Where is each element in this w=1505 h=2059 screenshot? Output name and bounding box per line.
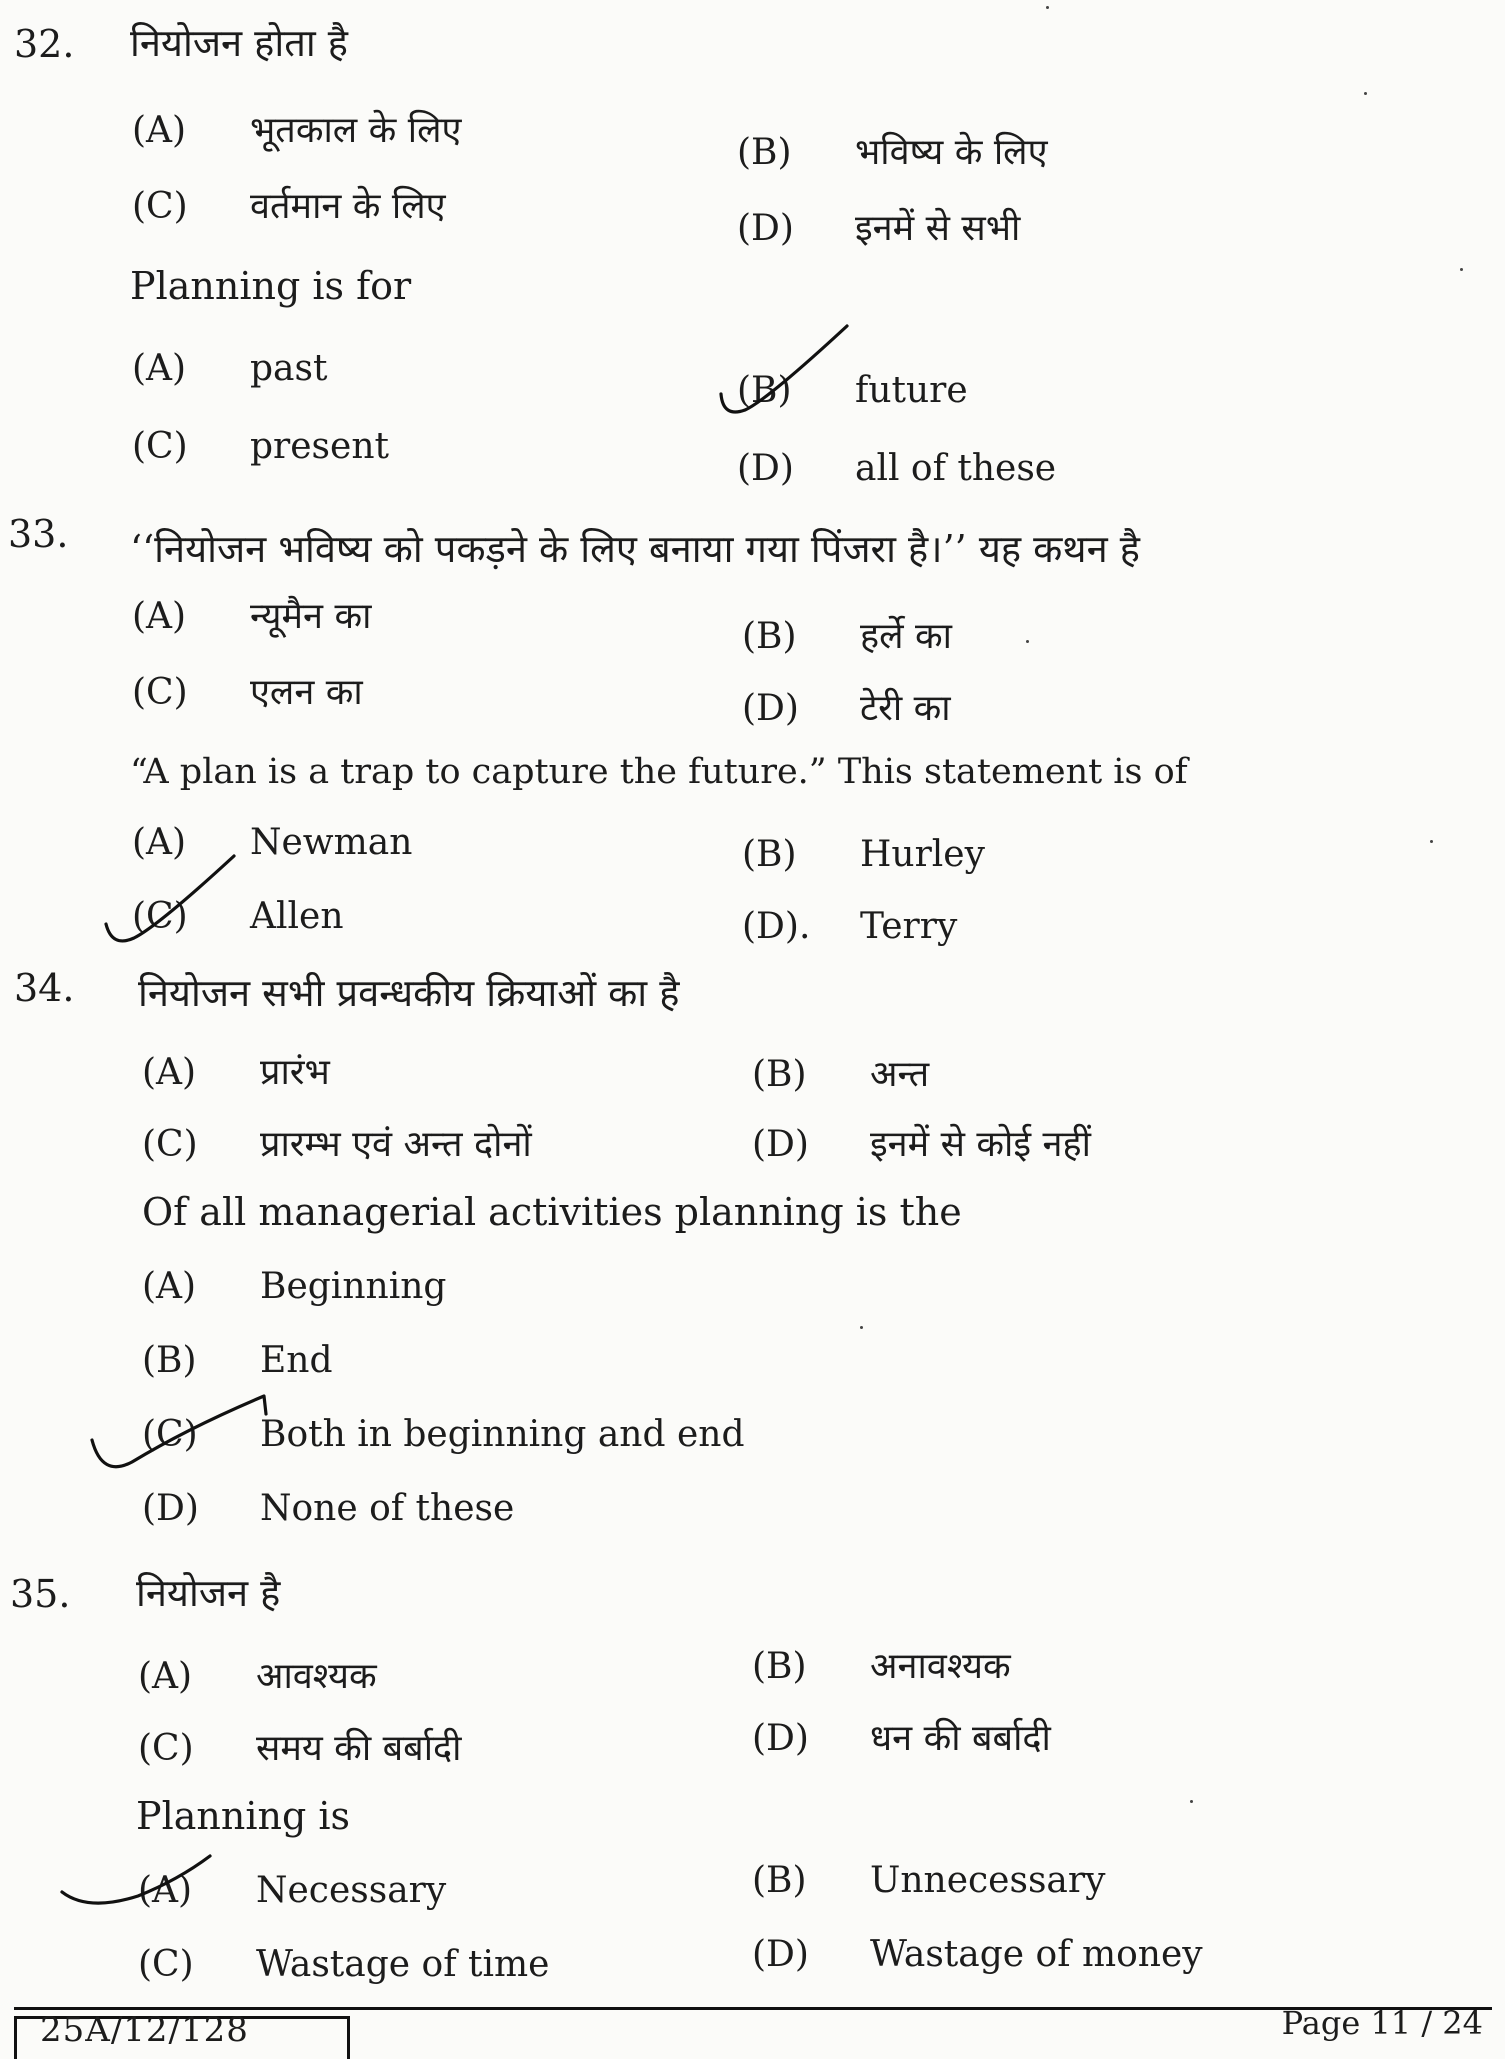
option-hindi-c: (C) प्रारम्भ एवं अन्त दोनों — [142, 1124, 532, 1165]
option-english-c: (C) present — [132, 426, 389, 467]
question-number: 32. — [14, 22, 75, 66]
question-english-stem: Planning is for — [130, 264, 412, 308]
question-number: 33. — [8, 512, 69, 556]
option-hindi-d: (D) धन की बर्बादी — [752, 1718, 1051, 1759]
option-english-d: (D). Terry — [742, 906, 958, 947]
option-english-a: (A) Beginning — [142, 1266, 447, 1307]
option-english-d: (D) all of these — [737, 448, 1057, 489]
option-english-b: (B) End — [142, 1340, 333, 1381]
option-hindi-a: (A) भूतकाल के लिए — [132, 110, 462, 151]
page-number: Page 11 / 24 — [1281, 2004, 1483, 2042]
answer-tick-mark — [100, 852, 240, 952]
option-english-b: (B) Hurley — [742, 834, 985, 875]
option-english-b: (B) Unnecessary — [752, 1860, 1106, 1901]
option-hindi-b: (B) भविष्य के लिए — [737, 132, 1048, 173]
option-hindi-d: (D) इनमें से कोई नहीं — [752, 1124, 1091, 1165]
question-hindi-stem: नियोजन होता है — [130, 21, 348, 65]
option-english-a: (A) Newman — [132, 822, 413, 863]
question-hindi-stem: नियोजन है — [136, 1571, 281, 1615]
option-hindi-b: (B) अनावश्यक — [752, 1646, 1011, 1687]
option-english-d: (D) Wastage of money — [752, 1934, 1203, 1975]
scan-speck — [1046, 6, 1049, 9]
question-hindi-stem: नियोजन सभी प्रवन्धकीय क्रियाओं का है — [138, 971, 680, 1015]
option-hindi-b: (B) हर्ले का — [742, 616, 952, 657]
option-english-b: (B) future — [737, 370, 968, 411]
option-hindi-c: (C) वर्तमान के लिए — [132, 186, 446, 227]
scan-speck — [1430, 840, 1433, 843]
option-hindi-c: (C) समय की बर्बादी — [138, 1728, 462, 1769]
scan-speck — [1190, 1800, 1193, 1803]
scan-speck — [860, 1326, 863, 1329]
option-hindi-a: (A) न्यूमैन का — [132, 596, 372, 637]
option-english-a: (A) Necessary — [138, 1870, 447, 1911]
answer-tick-mark — [715, 322, 855, 422]
option-hindi-d: (D) इनमें से सभी — [737, 208, 1021, 249]
option-hindi-c: (C) एलन का — [132, 672, 363, 713]
option-hindi-a: (A) आवश्यक — [138, 1656, 377, 1697]
option-english-d: (D) None of these — [142, 1488, 515, 1529]
question-number: 34. — [14, 966, 75, 1010]
question-english-stem: Planning is — [136, 1794, 351, 1838]
scan-speck — [1026, 640, 1029, 643]
option-english-c: (C) Allen — [132, 896, 344, 937]
option-english-a: (A) past — [132, 348, 328, 389]
option-english-c: (C) Both in beginning and end — [142, 1414, 745, 1455]
scan-speck — [1364, 92, 1367, 95]
question-english-stem: Of all managerial activities planning is the — [142, 1190, 962, 1234]
question-hindi-stem: ‘‘नियोजन भविष्य को पकड़ने के लिए बनाया गया पिंजरा है।’’ यह कथन है — [130, 527, 1140, 571]
paper-code: 25A/12/128 — [40, 2010, 249, 2050]
option-english-c: (C) Wastage of time — [138, 1944, 550, 1985]
option-hindi-b: (B) अन्त — [752, 1054, 930, 1095]
option-hindi-d: (D) टेरी का — [742, 688, 951, 729]
answer-tick-mark — [58, 1852, 218, 1922]
answer-tick-mark — [88, 1392, 278, 1492]
question-english-stem: “A plan is a trap to capture the future.” This statement is of — [130, 752, 1188, 792]
scan-speck — [1460, 268, 1463, 271]
question-number: 35. — [10, 1572, 71, 1616]
option-hindi-a: (A) प्रारंभ — [142, 1052, 330, 1093]
